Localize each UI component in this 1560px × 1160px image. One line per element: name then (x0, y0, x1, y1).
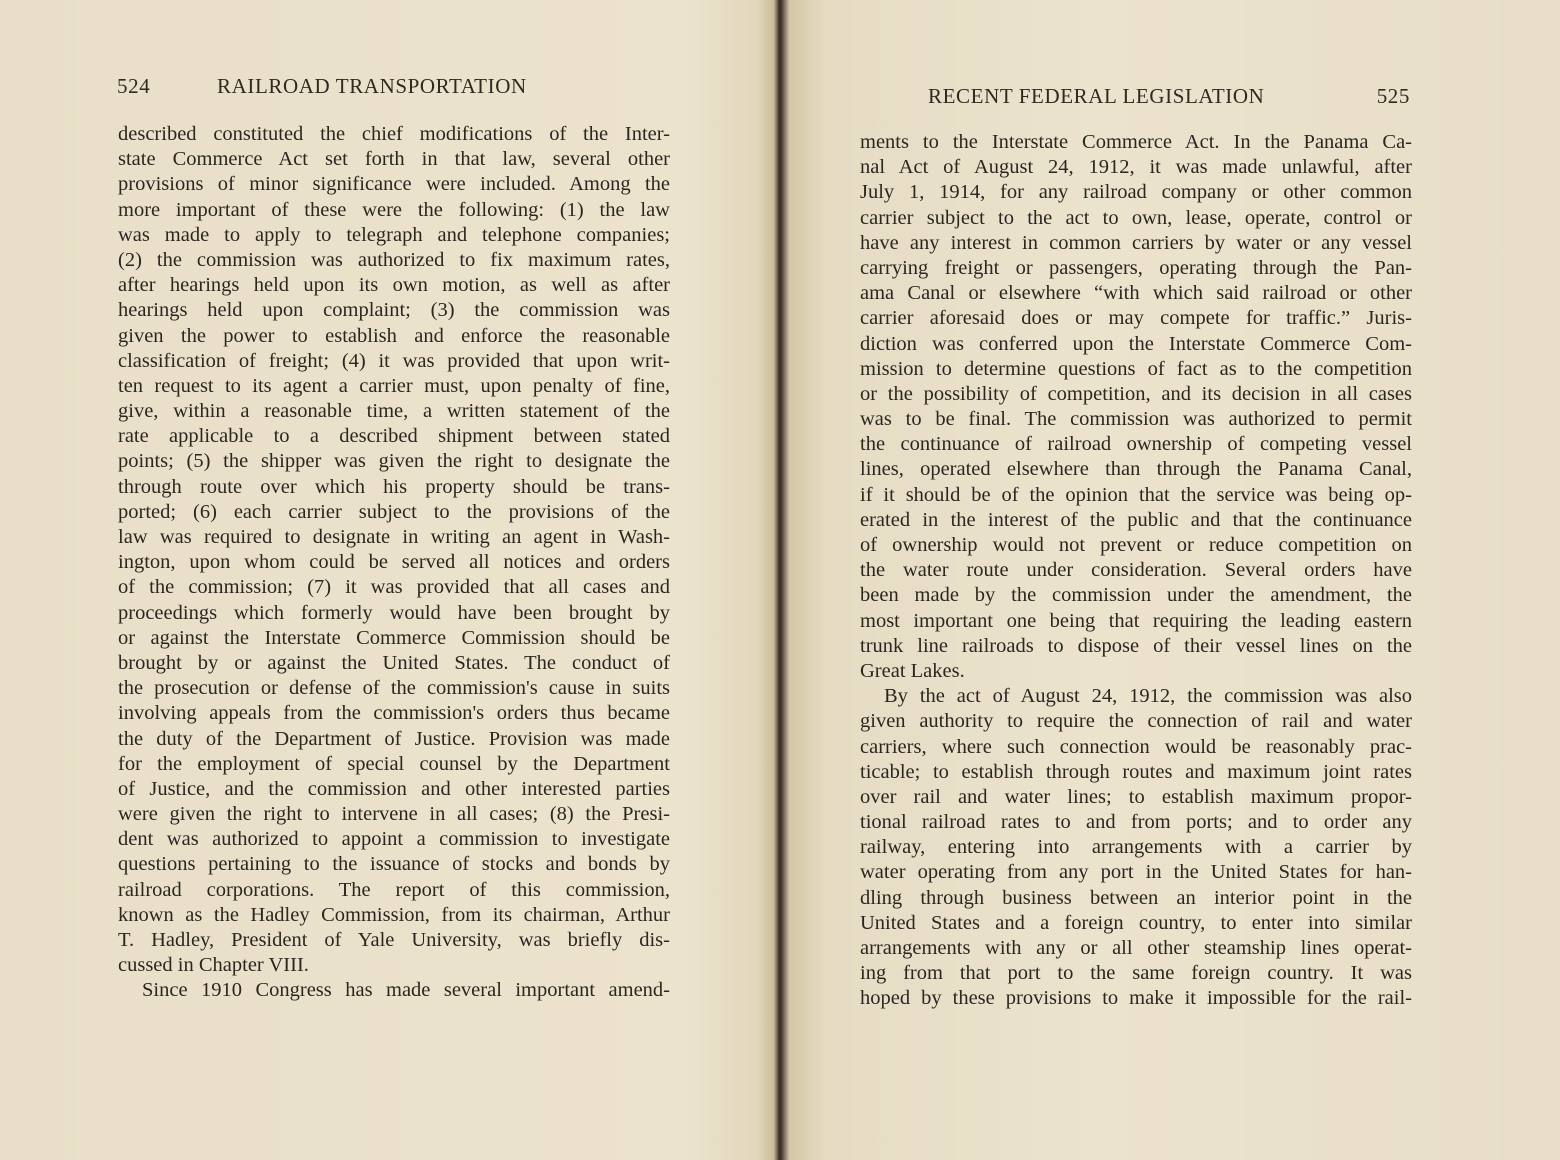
text-line: for the employment of special counsel by the Department (118, 752, 670, 775)
left-body-text (118, 122, 670, 1004)
text-line: involving appeals from the commission's orders thus became (118, 702, 670, 725)
text-line: United States and a foreign country, to enter into similar (860, 911, 1412, 934)
text-line: after hearings held upon its own motion, as well as after (118, 274, 670, 297)
text-line: ments to the Interstate Commerce Act. In the Panama Ca- (860, 131, 1412, 153)
text-line: if it should be of the opinion that the service was being op- (860, 483, 1412, 506)
text-line: was made to apply to telegraph and telephone companies; (118, 223, 670, 246)
right-running-head-title: RECENT FEDERAL LEGISLATION (928, 84, 1265, 108)
left-running-head (117, 74, 572, 99)
right-running-head (928, 84, 1410, 109)
text-line: the duty of the Department of Justice. Provision was made (118, 727, 670, 750)
text-line: given authority to require the connection of rail and water (860, 710, 1412, 733)
text-line: proceedings which formerly would have been brought by (118, 601, 670, 624)
left-page-number: 524 (117, 74, 151, 98)
text-line: hearings held upon complaint; (3) the commission was (118, 299, 670, 322)
text-line: have any interest in common carriers by water or any vessel (860, 231, 1412, 254)
text-line: By the act of August 24, 1912, the commission was also (884, 685, 1412, 708)
text-line: ing from that port to the same foreign country. It was (860, 962, 1412, 985)
text-line: most important one being that requiring the leading eastern (860, 609, 1412, 632)
text-line: ama Canal or elsewhere “with which said railroad or other (860, 282, 1412, 305)
text-line: give, within a reasonable time, a written statement of the (118, 400, 670, 423)
text-line: been made by the commission under the amendment, the (860, 584, 1412, 607)
text-line: erated in the interest of the public and that the continuance (860, 508, 1412, 531)
text-line: provisions of minor significance were included. Among the (118, 173, 670, 196)
text-line: over rail and water lines; to establish maximum propor- (860, 785, 1412, 808)
text-line: questions pertaining to the issuance of stocks and bonds by (118, 853, 670, 876)
text-line: July 1, 1914, for any railroad company or other common (860, 181, 1412, 204)
text-line: points; (5) the shipper was given the right to designate the (118, 450, 670, 473)
text-line: of ownership would not prevent or reduce competition on (860, 534, 1412, 556)
text-line: tional railroad rates to and from ports; and to order any (860, 811, 1412, 834)
text-line: (2) the commission was authorized to fix maximum rates, (118, 248, 670, 271)
text-line: T. Hadley, President of Yale University, was briefly dis- (118, 929, 670, 951)
text-line: ported; (6) each carrier subject to the provisions of the (118, 500, 670, 523)
right-body-text (860, 130, 1412, 1012)
text-line: was to be final. The commission was authorized to permit (860, 408, 1412, 431)
text-line: lines, operated elsewhere than through the Panama Canal, (860, 458, 1412, 481)
text-line: were given the right to intervene in all cases; (8) the Presi- (118, 803, 670, 826)
text-line: ticable; to establish through routes and maximum joint rates (860, 760, 1412, 783)
text-line: the continuance of railroad ownership of competing vessel (860, 433, 1412, 456)
text-line: carrier subject to the act to own, lease, operate, control or (860, 206, 1412, 229)
text-line: cussed in Chapter VIII. (118, 954, 309, 977)
text-line: carrying freight or passengers, operating through the Pan- (860, 256, 1412, 279)
text-line: the prosecution or defense of the commission's cause in suits (118, 677, 670, 700)
right-page-number: 525 (1376, 84, 1410, 108)
text-line: ington, upon whom could be served all notices and orders (118, 551, 670, 574)
text-line: carrier aforesaid does or may compete for traffic.” Juris- (860, 307, 1412, 330)
text-line: or the possibility of competition, and its decision in all cases (860, 382, 1412, 405)
text-line: through route over which his property should be trans- (118, 475, 670, 498)
text-line: water operating from any port in the United States for han- (860, 861, 1412, 884)
text-line: railway, entering into arrangements with a carrier by (860, 836, 1412, 859)
text-line: carriers, where such connection would be reasonably prac- (860, 735, 1412, 758)
text-line: dent was authorized to appoint a commission to investigate (118, 828, 670, 851)
text-line: or against the Interstate Commerce Commission should be (118, 626, 670, 649)
text-line: the water route under consideration. Several orders have (860, 559, 1412, 582)
text-line: rate applicable to a described shipment between stated (118, 425, 670, 448)
text-line: railroad corporations. The report of this commission, (118, 878, 670, 901)
text-line: Great Lakes. (860, 659, 965, 682)
text-line: mission to determine questions of fact as to the competition (860, 357, 1412, 380)
text-line: more important of these were the following: (1) the law (118, 198, 670, 221)
text-line: state Commerce Act set forth in that law, several other (118, 148, 670, 171)
right-page (780, 0, 1560, 1160)
text-line: hoped by these provisions to make it impossible for the rail- (860, 987, 1412, 1010)
text-line: classification of freight; (4) it was provided that upon writ- (118, 349, 670, 372)
left-running-head-title: RAILROAD TRANSPORTATION (217, 74, 527, 98)
text-line: of Justice, and the commission and other interested parties (118, 777, 670, 800)
text-line: arrangements with any or all other steamship lines operat- (860, 937, 1412, 959)
text-line: ten request to its agent a carrier must, upon penalty of fine, (118, 374, 670, 397)
text-line: described constituted the chief modifications of the Inter- (118, 123, 670, 145)
text-line: of the commission; (7) it was provided that all cases and (118, 576, 670, 599)
text-line: law was required to designate in writing an agent in Wash- (118, 526, 670, 548)
text-line: trunk line railroads to dispose of their vessel lines on the (860, 634, 1412, 657)
text-line: brought by or against the United States. The conduct of (118, 651, 670, 674)
text-line: Since 1910 Congress has made several important amend- (142, 979, 670, 1002)
text-line: dling through business between an interior point in the (860, 886, 1412, 909)
text-line: diction was conferred upon the Interstate Commerce Com- (860, 332, 1412, 355)
text-line: given the power to establish and enforce the reasonable (118, 324, 670, 347)
text-line: known as the Hadley Commission, from its chairman, Arthur (118, 903, 670, 926)
text-line: nal Act of August 24, 1912, it was made unlawful, after (860, 156, 1412, 179)
